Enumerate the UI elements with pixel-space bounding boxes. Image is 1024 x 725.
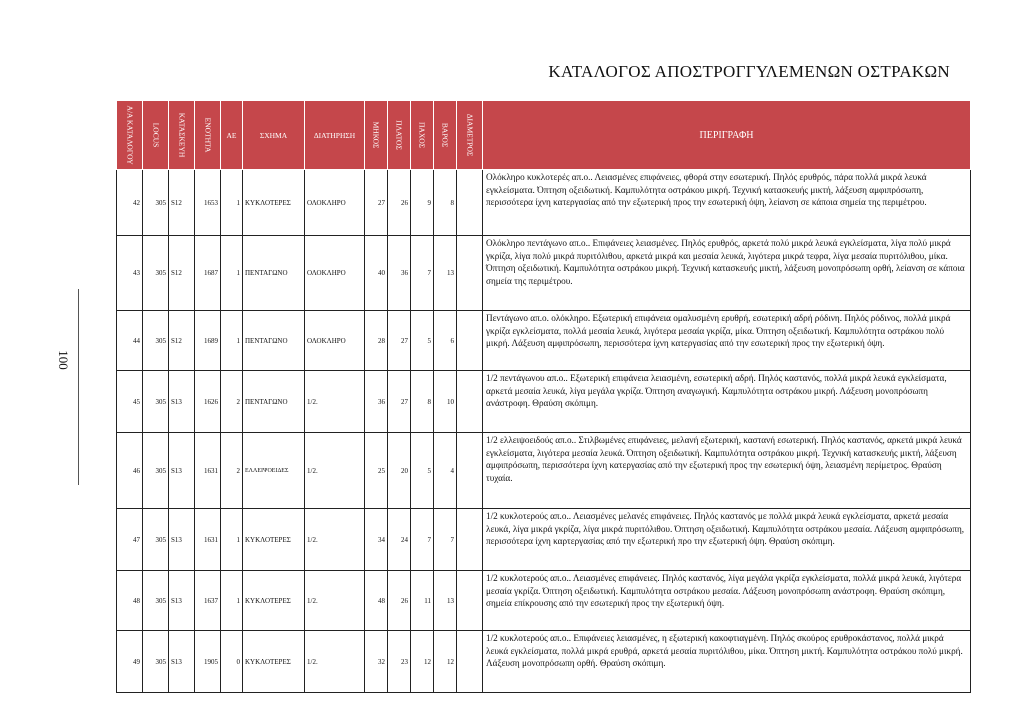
cell-weight: 12 xyxy=(434,631,457,693)
cell-kataskevi: S12 xyxy=(169,311,195,371)
cell-kataskevi: S12 xyxy=(169,236,195,311)
col-header-label: ΠΛΑΤΟΣ xyxy=(394,120,404,150)
cell-width: 36 xyxy=(388,236,411,311)
cell-weight: 13 xyxy=(434,236,457,311)
cell-locus: 305 xyxy=(143,631,169,693)
col-header-label: Α/Α ΚΑΤΑΛΟΓΟΥ xyxy=(125,105,134,165)
cell-ae: 0 xyxy=(221,631,243,693)
table-header-row xyxy=(117,101,971,170)
col-header xyxy=(434,101,457,170)
col-header: ΑΕ xyxy=(221,101,243,170)
cell-weight: 6 xyxy=(434,311,457,371)
cell-diameter xyxy=(457,371,483,433)
cell-diameter xyxy=(457,509,483,571)
cell-locus: 305 xyxy=(143,433,169,509)
cell-preservation: ΟΛΟΚΛΗΡΟ xyxy=(305,311,365,371)
cell-length: 28 xyxy=(365,311,388,371)
page-number xyxy=(53,352,73,372)
cell-description: 1/2 κυκλοτερούς απ.ο.. Λειασμένες επιφάνειες. Πηλός καστανός, λίγα μεγάλα γκρίζα εγκλείσματα, πολλά μικρά λευκά, λιγότερα μεσαία γκρίζα. Όπτηση οξειδωτική. Καμπυλότητα οστράκου μεσαία. Λάξευση μονοπρόσωπη ανάστροφη. Θραύση σκόπιμη, σημεία επίκρουσης από την εσωτερική προς την εξωτερική όψη. xyxy=(483,571,971,631)
cell-preservation: 1/2. xyxy=(305,371,365,433)
cell-enotita: 1626 xyxy=(195,371,221,433)
margin-line xyxy=(78,289,79,485)
cell-length: 48 xyxy=(365,571,388,631)
cell-enotita: 1687 xyxy=(195,236,221,311)
col-header-label: LOCUS xyxy=(151,122,160,148)
cell-width: 27 xyxy=(388,311,411,371)
cell-shape: ΕΛΛΕΙΨΟΕΙΔΕΣ xyxy=(243,433,305,509)
cell-aa: 48 xyxy=(117,571,143,631)
col-header xyxy=(411,101,434,170)
cell-diameter xyxy=(457,433,483,509)
cell-width: 26 xyxy=(388,170,411,236)
table-row xyxy=(117,170,971,236)
cell-enotita: 1653 xyxy=(195,170,221,236)
cell-thickness: 5 xyxy=(411,433,434,509)
cell-description: 1/2 κυκλοτερούς απ.ο.. Λειασμένες μελανές επιφάνειες. Πηλός καστανός με πολλά μικρά λευκά εγκλείσματα, αρκετά μεσαία λευκά, λίγα μικρά γκρίζα, λίγα μικρά πυριτόλιθου. Όπτηση οξειδωτική. Καμπυλότητα οστράκου μεσαία. Λάξευση αμφιπρόσωπη, περισσότερα ίχνη καρτεργασίας από την εξωτερική προ την εξωτερική όψη. Θραύση σκόπιμη. xyxy=(483,509,971,571)
cell-ae: 2 xyxy=(221,433,243,509)
cell-shape: ΚΥΚΛΟΤΕΡΕΣ xyxy=(243,170,305,236)
cell-enotita: 1637 xyxy=(195,571,221,631)
cell-locus: 305 xyxy=(143,236,169,311)
col-header-label: ΠΑΧΟΣ xyxy=(417,121,427,149)
cell-description: 1/2 πεντάγωνου απ.ο.. Εξωτερική επιφάνεια λειασμένη, εσωτερική αδρή. Πηλός καστανός, πολλά μικρά λευκά εγκλείσματα, αρκετά μεσαία λευκά, λίγα μεγάλα γκρίζα. Όπτηση αναγωγική. Καμπυλότητα οστράκου μικρή. Λάξευση μονοπρόσωπη ανάστροφη. Θραύση σκόπιμη. xyxy=(483,371,971,433)
col-header: ΔΙΑΤΗΡΗΣΗ xyxy=(305,101,365,170)
cell-length: 34 xyxy=(365,509,388,571)
cell-diameter xyxy=(457,170,483,236)
cell-enotita: 1631 xyxy=(195,509,221,571)
cell-kataskevi: S12 xyxy=(169,170,195,236)
cell-shape: ΠΕΝΤΑΓΩΝΟ xyxy=(243,371,305,433)
cell-locus: 305 xyxy=(143,571,169,631)
page-title: ΚΑΤΑΛΟΓΟΣ ΑΠΟΣΤΡΟΓΓΥΛΕΜΕΝΩΝ ΟΣΤΡΑΚΩΝ xyxy=(548,62,950,81)
cell-thickness: 12 xyxy=(411,631,434,693)
col-header xyxy=(457,101,483,170)
cell-locus: 305 xyxy=(143,311,169,371)
col-header xyxy=(388,101,411,170)
cell-kataskevi: S13 xyxy=(169,509,195,571)
cell-length: 27 xyxy=(365,170,388,236)
table-row xyxy=(117,631,971,693)
cell-shape: ΚΥΚΛΟΤΕΡΕΣ xyxy=(243,509,305,571)
cell-preservation: 1/2. xyxy=(305,631,365,693)
cell-width: 24 xyxy=(388,509,411,571)
cell-description: Πεντάγωνο απ.ο. ολόκληρο. Εξωτερική επιφάνεια ομαλυσμένη ερυθρή, εσωτερική αδρή ρόδινη. Πηλός ρόδινος, πολλά μικρά γκρίζα εγκλείσματα, πολλά μεσαία λευκά, λιγότερα μεσαία γκρίζα, μίκα. Όπτηση οξειδωτική. Καμπυλότητα οστράκου πολύ μικρή. Λάξευση αμφιπρόσωπη, περισσότερα ίχνη κατεργασίας από την εσωτερική προς την εξωτερική όψη. xyxy=(483,311,971,371)
cell-preservation: 1/2. xyxy=(305,433,365,509)
cell-length: 36 xyxy=(365,371,388,433)
cell-locus: 305 xyxy=(143,371,169,433)
cell-ae: 1 xyxy=(221,236,243,311)
cell-length: 25 xyxy=(365,433,388,509)
cell-kataskevi: S13 xyxy=(169,371,195,433)
cell-description: Ολόκληρο κυκλοτερές απ.ο.. Λειασμένες επιφάνειες, φθορά στην εσωτερική. Πηλός ερυθρός, πάρα πολλά μικρά λευκά εγκλείσματα. Όπτηση οξειδωτική. Καμπυλότητα οστράκου μικρή. Τεχνική κατασκευής μικτή, λάξευση αμφιπρόσωπη, περισσότερα ίχνη κατεργασίας από την εξωτερική προς την εσωτερική όψη, λείανση σε κάποια σημεία της περιμέτρου. xyxy=(483,170,971,236)
cell-thickness: 8 xyxy=(411,371,434,433)
cell-description: 1/2 κυκλοτερούς απ.ο.. Επιφάνειες λειασμένες, η εξωτερική κακοφτιαγμένη. Πηλός σκούρος ερυθροκάστανος, πολλά μικρά λευκά εγκλείσματα, πολλά μικρά ερυθρά, αρκετά μεσαία πυριτόλιθου, μίκα. Όπτηση μικτή. Καμπυλότητα οστράκου πολύ μικρή. Λάξευση μονοπρόσωπη ορθή. Θραύση σκόπιμη. xyxy=(483,631,971,693)
cell-ae: 2 xyxy=(221,371,243,433)
table-row xyxy=(117,236,971,311)
table-row xyxy=(117,571,971,631)
cell-width: 23 xyxy=(388,631,411,693)
col-header-description: ΠΕΡΙΓΡΑΦΗ xyxy=(483,101,971,170)
cell-aa: 49 xyxy=(117,631,143,693)
cell-diameter xyxy=(457,631,483,693)
cell-weight: 13 xyxy=(434,571,457,631)
cell-thickness: 11 xyxy=(411,571,434,631)
cell-ae: 1 xyxy=(221,311,243,371)
cell-ae: 1 xyxy=(221,571,243,631)
cell-aa: 45 xyxy=(117,371,143,433)
col-header-label: ΚΑΤΑΣΚΕΥΗ xyxy=(177,112,186,158)
cell-kataskevi: S13 xyxy=(169,631,195,693)
cell-thickness: 7 xyxy=(411,509,434,571)
cell-enotita: 1631 xyxy=(195,433,221,509)
cell-diameter xyxy=(457,571,483,631)
cell-shape: ΚΥΚΛΟΤΕΡΕΣ xyxy=(243,571,305,631)
cell-shape: ΠΕΝΤΑΓΩΝΟ xyxy=(243,311,305,371)
cell-enotita: 1905 xyxy=(195,631,221,693)
col-header xyxy=(365,101,388,170)
cell-kataskevi: S13 xyxy=(169,433,195,509)
cell-thickness: 7 xyxy=(411,236,434,311)
col-header-label: ΕΝΟΤΗΤΑ xyxy=(203,117,212,153)
cell-preservation: 1/2. xyxy=(305,571,365,631)
cell-width: 26 xyxy=(388,571,411,631)
cell-length: 40 xyxy=(365,236,388,311)
table-row xyxy=(117,433,971,509)
cell-weight: 7 xyxy=(434,509,457,571)
cell-preservation: 1/2. xyxy=(305,509,365,571)
cell-kataskevi: S13 xyxy=(169,571,195,631)
col-header xyxy=(143,101,169,170)
cell-preservation: ΟΛΟΚΛΗΡΟ xyxy=(305,170,365,236)
cell-locus: 305 xyxy=(143,170,169,236)
col-header xyxy=(195,101,221,170)
cell-aa: 47 xyxy=(117,509,143,571)
col-header xyxy=(117,101,143,170)
col-header xyxy=(169,101,195,170)
cell-description: 1/2 ελλειψοειδούς απ.ο.. Στιλβωμένες επιφάνειες, μελανή εξωτερική, καστανή εσωτερική. Πηλός καστανός, αρκετά μικρά λευκά εγκλείσματα, λιγότερα μεσαία λευκά. Όπτηση οξειδωτική. Καμπυλότητα οστράκου μικρή. Τεχνική κατασκευής μικτή, λάξευση αμφιπρόσωπη, περισσότερα ίχνη κατεργασίας από την εξωτερική προς την εσωτερική όψη, λειασμένη περίμετρος. Θραύση τυχαία. xyxy=(483,433,971,509)
cell-preservation: ΟΛΟΚΛΗΡΟ xyxy=(305,236,365,311)
cell-diameter xyxy=(457,311,483,371)
cell-shape: ΚΥΚΛΟΤΕΡΕΣ xyxy=(243,631,305,693)
cell-aa: 43 xyxy=(117,236,143,311)
cell-width: 27 xyxy=(388,371,411,433)
table-row xyxy=(117,509,971,571)
cell-aa: 46 xyxy=(117,433,143,509)
cell-aa: 42 xyxy=(117,170,143,236)
col-header-label: ΜΗΚΟΣ xyxy=(371,121,381,149)
cell-enotita: 1689 xyxy=(195,311,221,371)
page-number-text: 100 xyxy=(56,350,71,370)
cell-shape: ΠΕΝΤΑΓΩΝΟ xyxy=(243,236,305,311)
cell-aa: 44 xyxy=(117,311,143,371)
catalogue-table xyxy=(116,100,971,693)
cell-weight: 8 xyxy=(434,170,457,236)
cell-weight: 4 xyxy=(434,433,457,509)
col-header-label: ΒΑΡΟΣ xyxy=(440,122,450,148)
col-header-label: ΔΙΑΜΕΤΡΟΣ xyxy=(465,113,474,157)
table-row xyxy=(117,311,971,371)
cell-weight: 10 xyxy=(434,371,457,433)
cell-ae: 1 xyxy=(221,170,243,236)
table-row xyxy=(117,371,971,433)
cell-length: 32 xyxy=(365,631,388,693)
cell-diameter xyxy=(457,236,483,311)
cell-description: Ολόκληρο πεντάγωνο απ.ο.. Επιφάνειες λειασμένες. Πηλός ερυθρός, αρκετά πολύ μικρά λευκά εγκλείσματα, λίγα πολύ μικρά γκρίζα, λίγα πολύ μικρά πυριτόλιθου, αρκετά μικρά και μεσαία λευκά, λιγότερα μικρά τεφρα, λίγα μεσαία πυριτόλιθου, μίκα. Όπτηση οξειδωτική. Καμπυλότητα οστράκου μικρή. Τεχνική κατασκευής μικτή, λάξευση μονοπρόσωπη ορθή, λείανση σε κάποια σημεία της περιμέτρου. xyxy=(483,236,971,311)
cell-locus: 305 xyxy=(143,509,169,571)
cell-thickness: 9 xyxy=(411,170,434,236)
col-header: ΣΧΗΜΑ xyxy=(243,101,305,170)
cell-ae: 1 xyxy=(221,509,243,571)
cell-thickness: 5 xyxy=(411,311,434,371)
cell-width: 20 xyxy=(388,433,411,509)
